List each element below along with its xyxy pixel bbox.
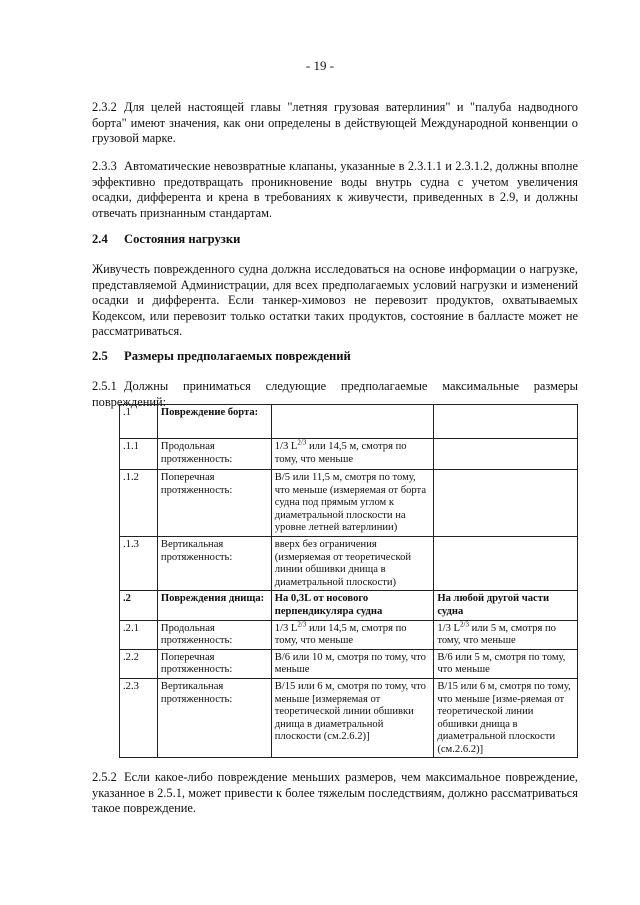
paragraph-text: Для целей настоящей главы "летняя грузовая ватерлиния" и "палуба надводного борта" имеют значения, как они определены в действующей Международной конвенции о грузовой марке. bbox=[92, 100, 578, 146]
formula-text: или 5 м, смотря по тому, что меньше bbox=[437, 622, 556, 647]
formula-text: 1/3 L bbox=[274, 441, 298, 452]
formula-exponent: 2/3 bbox=[297, 438, 307, 447]
paragraph-2-3-3 bbox=[92, 159, 578, 221]
table-cell: B/6 или 10 м, смотря по тому, что меньше bbox=[271, 649, 434, 678]
table-cell: .1.1 bbox=[120, 439, 158, 470]
table-cell: На 0,3L от носового перпендикуляра судна bbox=[271, 591, 434, 620]
section-number: 2.5 bbox=[92, 349, 108, 363]
paragraph-number: 2.5.2 bbox=[92, 770, 117, 784]
paragraph-text: Если какое-либо повреждение меньших размеров, чем максимальное повреждение, указанное в 2.5.1, может привести к более тяжелым последствиям, должно рассматриваться такое повреждение. bbox=[92, 770, 578, 816]
table-row bbox=[120, 649, 578, 678]
paragraph-2-4 bbox=[92, 262, 578, 340]
table-cell bbox=[271, 405, 434, 439]
table-cell: вверх без ограничения (измеряемая от теоретической линии обшивки днища в диаметральной плоскости) bbox=[271, 536, 434, 590]
table-cell: Повреждение борта: bbox=[157, 405, 271, 439]
table-cell bbox=[434, 405, 578, 439]
table-cell: .2.3 bbox=[120, 678, 158, 758]
section-heading-2-4 bbox=[92, 232, 240, 247]
section-heading-2-5 bbox=[92, 349, 351, 364]
table-cell: B/6 или 5 м, смотря по тому, что меньше bbox=[434, 649, 578, 678]
table-cell bbox=[271, 620, 434, 649]
formula-exponent: 2/3 bbox=[460, 620, 469, 628]
table-cell: .1 bbox=[120, 405, 158, 439]
table-cell: Повреждения днища: bbox=[157, 591, 271, 620]
table-cell: Вертикальная протяженность: bbox=[157, 678, 271, 758]
paragraph-2-3-2 bbox=[92, 100, 578, 147]
table-cell: Продольная протяженность: bbox=[157, 620, 271, 649]
section-title: Размеры предполагаемых повреждений bbox=[124, 349, 351, 363]
section-number: 2.4 bbox=[92, 232, 108, 246]
table-cell: .1.2 bbox=[120, 470, 158, 537]
formula-text: 1/3 L bbox=[437, 622, 460, 634]
table-cell bbox=[271, 439, 434, 470]
table-cell: Поперечная протяженность: bbox=[157, 649, 271, 678]
paragraph-text: Живучесть поврежденного судна должна исследоваться на основе информации о нагрузке, представляемой Администрации, для всех предполагаемых условий нагрузки и изменений осадки и дифферента. Если танкер-химовоз не перевозит продуктов, охватываемых Кодексом, или перевозит только остатки таких продуктов, состояние в балласте может не рассматриваться. bbox=[92, 262, 578, 339]
table-cell bbox=[434, 439, 578, 470]
table-row bbox=[120, 470, 578, 537]
table-cell: Вертикальная протяженность: bbox=[157, 536, 271, 590]
table-row bbox=[120, 536, 578, 590]
table-cell: На любой другой части судна bbox=[434, 591, 578, 620]
table-cell: .2 bbox=[120, 591, 158, 620]
paragraph-number: 2.3.2 bbox=[92, 100, 117, 114]
page-number: - 19 - bbox=[305, 58, 335, 73]
section-title: Состояния нагрузки bbox=[124, 232, 241, 246]
formula-text: или 14,5 м, смотря по тому, что меньше bbox=[274, 441, 407, 465]
table-cell: .1.3 bbox=[120, 536, 158, 590]
table-cell: Поперечная протяженность: bbox=[157, 470, 271, 537]
formula-text: 1/3 L bbox=[274, 622, 298, 634]
table-row bbox=[120, 405, 578, 439]
paragraph-2-5-2 bbox=[92, 770, 578, 817]
table-cell bbox=[434, 620, 578, 649]
table-row bbox=[120, 620, 578, 649]
paragraph-text: Должны приниматься следующие предполагаемые максимальные размеры повреждений: bbox=[92, 379, 578, 409]
table-row bbox=[120, 439, 578, 470]
table-row bbox=[120, 591, 578, 620]
damage-extent-table bbox=[119, 404, 578, 758]
paragraph-number: 2.5.1 bbox=[92, 379, 117, 393]
table-cell: B/15 или 6 м, смотря по тому, что меньше [изме-ряемая от теоретической линии обшивки днища в диаметральной плоскости (см.2.6.2)] bbox=[434, 678, 578, 758]
table-cell: .2.2 bbox=[120, 649, 158, 678]
table-cell: Продольная протяженность: bbox=[157, 439, 271, 470]
table-cell: B/5 или 11,5 м, смотря по тому, что меньше (измеряемая от борта судна под прямым углом к диаметральной плоскости на уровне летней ватерлинии) bbox=[271, 470, 434, 537]
formula-exponent: 2/3 bbox=[297, 620, 307, 628]
table-cell bbox=[434, 536, 578, 590]
formula-text: или 14,5 м, смотря по тому, что меньше bbox=[274, 622, 407, 647]
table-row bbox=[120, 678, 578, 758]
paragraph-text: Автоматические невозвратные клапаны, указанные в 2.3.1.1 и 2.3.1.2, должны вполне эффективно предотвращать проникновение воды внутрь судна с учетом увеличения осадки, дифферента и крена в требованиях к живучести, приведенных в 2.9, и должны отвечать признанным стандартам. bbox=[92, 159, 578, 220]
table-cell: .2.1 bbox=[120, 620, 158, 649]
table-cell bbox=[434, 470, 578, 537]
table-cell: B/15 или 6 м, смотря по тому, что меньше [измеряемая от теоретической линии обшивки днища в диаметральной плоскости (см.2.6.2)] bbox=[271, 678, 434, 758]
paragraph-number: 2.3.3 bbox=[92, 159, 117, 173]
